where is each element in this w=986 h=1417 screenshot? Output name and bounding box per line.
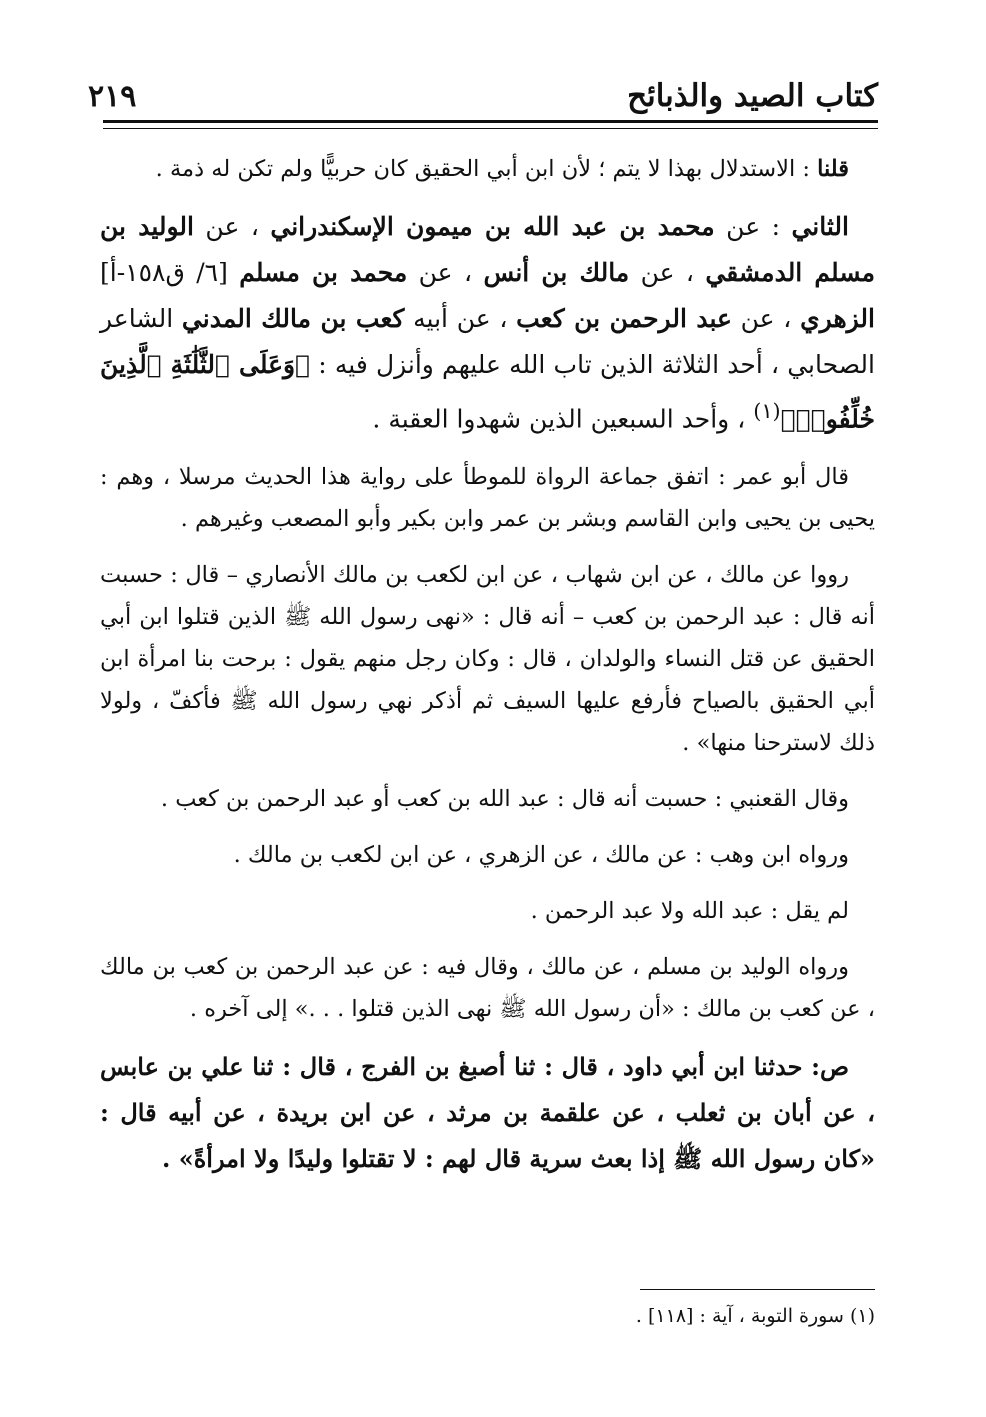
p2-seg-15: كعب بن مالك المدني: [181, 304, 405, 333]
body-text: [100, 148, 875, 1196]
footnote-separator: [640, 1289, 875, 1290]
quran-verse: ﴿وَعَلَى ٱلثَّلَٰثَةِ ٱلَّذِينَ خُلِّفُوا۟﴾: [100, 350, 875, 434]
p2-seg-12: ، عن: [731, 304, 801, 333]
page-number: ٢١٩: [88, 79, 137, 114]
p2-seg-2: : عن: [714, 212, 792, 241]
footnote-marker: (١): [753, 399, 781, 423]
paragraph-8: ورواه الوليد بن مسلم ، عن مالك ، وقال فيه : عن عبد الرحمن بن كعب بن مالك ، عن كعب بن مالك : «أن رسول الله ﷺ نهى الذين قتلوا . . .» إلى آخره .: [100, 954, 875, 1023]
p2-seg-14: ، عن أبيه: [404, 304, 517, 333]
paragraph-3: قال أبو عمر : اتفق جماعة الرواة للموطأ على رواية هذا الحديث مرسلا ، وهم : يحيى بن يحيى وابن القاسم وبشر بن عمر وابن بكير وأبو المصعب وغيرهم .: [100, 464, 875, 533]
p2-seg-16: الشاعر الصحابي ، أحد الثلاثة الذين تاب الله عليهم وأنزل فيه :: [100, 304, 875, 379]
p2-seg-1: الثاني: [791, 212, 849, 241]
p2-seg-8: ، عن: [407, 258, 484, 287]
p2-seg-19: ، وأحد السبعين الذين شهدوا العقبة .: [372, 404, 754, 434]
p2-seg-13: عبد الرحمن بن كعب: [516, 304, 732, 333]
p2-seg-11: الزهري: [800, 304, 875, 333]
p2-seg-4: ، عن: [193, 212, 271, 241]
running-title: كتاب الصيد والذبائح: [627, 78, 878, 114]
header-rule-thin: [103, 128, 878, 129]
paragraph-2: [100, 204, 875, 442]
p2-seg-6: ، عن: [629, 258, 706, 287]
paragraph-6: ورواه ابن وهب : عن مالك ، عن الزهري ، عن ابن لكعب بن مالك .: [233, 842, 849, 869]
header-rule-thick: [103, 120, 878, 123]
p2-seg-10: [٦/ ق١٥٨-أ]: [100, 258, 240, 287]
p2-seg-3: محمد بن عبد الله بن ميمون الإسكندراني: [270, 212, 715, 241]
paragraph-1-lead: قلنا: [817, 156, 849, 182]
paragraph-9: ص: حدثنا ابن أبي داود ، قال : ثنا أصبغ بن الفرج ، قال : ثنا علي بن عابس ، عن أبان بن ثعلب ، عن علقمة بن مرثد ، عن ابن بريدة ، عن أبيه قال : «كان رسول الله ﷺ إذا بعث سرية قال لهم : لا تقتلوا وليدًا ولا امرأةً» .: [100, 1052, 875, 1174]
paragraph-1: [100, 148, 875, 190]
paragraph-7: لم يقل : عبد الله ولا عبد الرحمن .: [530, 898, 849, 925]
paragraph-5: وقال القعنبي : حسبت أنه قال : عبد الله بن كعب أو عبد الرحمن بن كعب .: [160, 786, 849, 813]
footnote: (١) سورة التوبة ، آية : [١١٨] .: [635, 1305, 875, 1327]
p2-seg-9: محمد بن مسلم: [239, 258, 408, 287]
paragraph-4: رووا عن مالك ، عن ابن شهاب ، عن ابن لكعب بن مالك الأنصاري – قال : حسبت أنه قال : عبد الرحمن بن كعب – أنه قال : «نهى رسول الله ﷺ الذين قتلوا ابن أبي الحقيق عن قتل النساء والولدان ، قال : وكان رجل منهم يقول : برحت بنا امرأة ابن أبي الحقيق بالصياح فأرفع عليها السيف ثم أذكر نهي رسول الله ﷺ فأكفّ ، ولولا ذلك لاسترحنا منها» .: [100, 562, 875, 757]
p2-seg-7: مالك بن أنس: [483, 258, 630, 287]
paragraph-1-text: : الاستدلال بهذا لا يتم ؛ لأن ابن أبي الحقيق كان حربيًّا ولم تكن له ذمة .: [155, 156, 818, 182]
page-header: [88, 68, 878, 118]
p2-seg-5: الوليد بن مسلم الدمشقي: [100, 212, 876, 287]
